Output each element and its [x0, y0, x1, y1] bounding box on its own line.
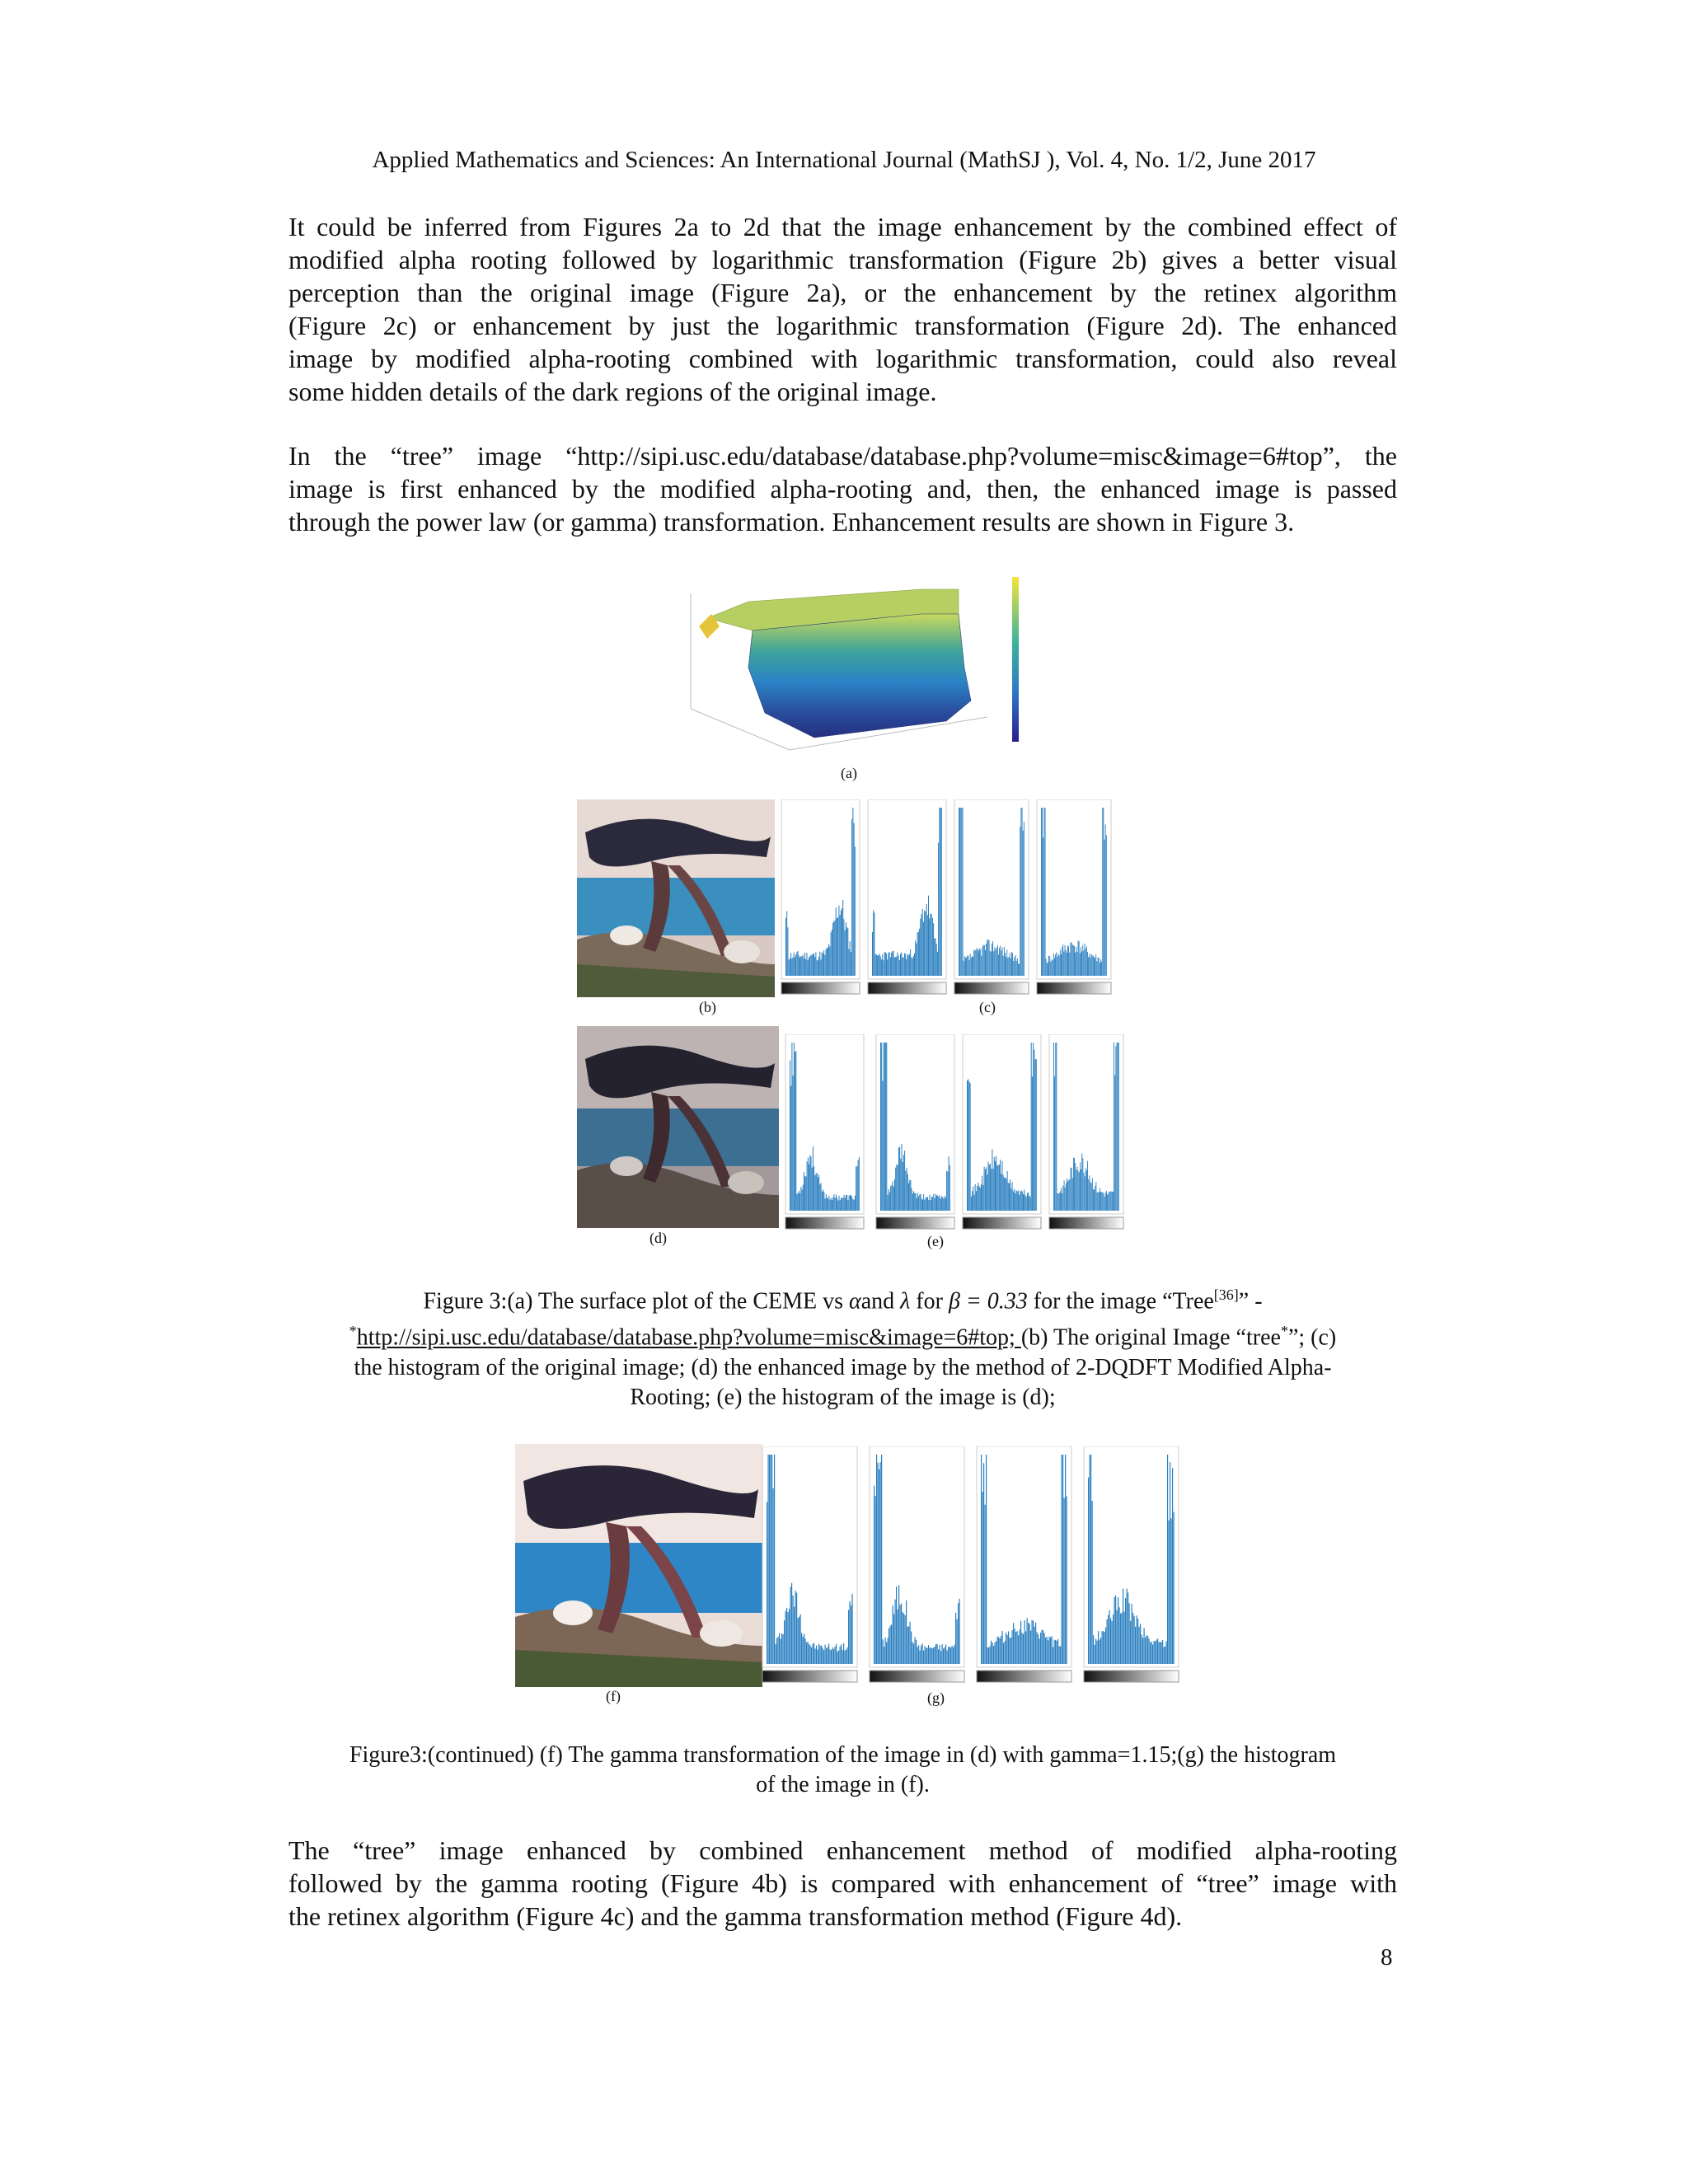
- tree-photo-icon: [577, 799, 775, 997]
- grayscale-bar: [1084, 1671, 1179, 1682]
- histogram-panel: [954, 799, 1029, 994]
- grayscale-bar: [785, 1217, 864, 1229]
- text-line: the retinex algorithm (Figure 4c) and the gamma transformation method (Figure 4d).: [288, 1901, 1183, 1931]
- caption-line: Figure3:(continued) (f) The gamma transformation of the image in (d) with gamma=1.15;(g) the histogram: [349, 1742, 1337, 1768]
- surface-wall: [748, 614, 971, 738]
- caption-text: Figure 3:(a) The surface plot of the CEME vs: [423, 1288, 850, 1315]
- surface-plot-figure: [674, 569, 1037, 766]
- subfigure-label-a: (a): [841, 765, 857, 781]
- histogram-panel: [963, 1034, 1041, 1229]
- caption-text: ” -: [1238, 1288, 1263, 1315]
- histogram-panel: [785, 1034, 864, 1229]
- paragraph-1: [288, 210, 1397, 408]
- sipi-link[interactable]: http://sipi.usc.edu/database/database.php?volume=misc&image=6#top;: [356, 1324, 1021, 1351]
- grayscale-bar: [954, 982, 1029, 994]
- caption-line: [288, 1280, 1397, 1316]
- journal-header: Applied Mathematics and Sciences: An International Journal (MathSJ ), Vol. 4, No. 1/2, June 2017: [372, 147, 1316, 173]
- text-line: image by modified alpha-rooting combined with logarithmic transformation, could also reveal: [288, 344, 1397, 373]
- caption-line: [288, 1316, 1397, 1352]
- grayscale-bar: [1037, 982, 1111, 994]
- caption-text: and: [860, 1288, 901, 1315]
- text-line: perception than the original image (Figure 2a), or the enhancement by the retinex algorithm: [288, 278, 1397, 307]
- histogram-panel: [876, 1034, 954, 1229]
- caption-line: Rooting; (e) the histogram of the image is (d);: [630, 1384, 1056, 1410]
- histogram-row-c: [777, 799, 1115, 997]
- caption-text: for the image “Tree: [1027, 1288, 1214, 1315]
- caption-text: ”; (c): [1287, 1324, 1337, 1351]
- text-line: through the power law (or gamma) transformation. Enhancement results are shown in Figure 3.: [288, 507, 1295, 537]
- caption-line: of the image in (f).: [756, 1772, 930, 1797]
- histogram-row-e: [781, 1034, 1128, 1232]
- caption-text: for: [910, 1288, 949, 1315]
- text-line: In the “tree” image “http://sipi.usc.edu/database/database.php?volume=misc&image=6#top”, the: [288, 441, 1397, 471]
- lambda-symbol: λ: [900, 1288, 911, 1315]
- alpha-symbol: α: [849, 1288, 861, 1315]
- text-line: It could be inferred from Figures 2a to 2d that the image enhancement by the combined effect of: [288, 212, 1397, 241]
- beta-equation: β = 0.33: [948, 1288, 1028, 1315]
- grayscale-bar: [977, 1671, 1071, 1682]
- subfigure-label-c: (c): [979, 999, 996, 1015]
- histogram-panel: [762, 1446, 857, 1682]
- subfigure-label-f: (f): [606, 1688, 621, 1704]
- grayscale-bar: [781, 982, 860, 994]
- histogram-panel: [781, 799, 860, 994]
- histogram-panel: [870, 1446, 964, 1682]
- text-line: The “tree” image enhanced by combined enhancement method of modified alpha-rooting: [288, 1835, 1397, 1865]
- enhanced-tree-photo: [577, 1026, 779, 1228]
- paragraph-3: [288, 1834, 1397, 1933]
- footnote-star: *: [1280, 1323, 1288, 1340]
- grayscale-bar: [870, 1671, 964, 1682]
- text-line: modified alpha rooting followed by logarithmic transformation (Figure 2b) gives a better visual: [288, 245, 1397, 274]
- subfigure-label-e: (e): [927, 1233, 944, 1249]
- histogram-row-g: [758, 1446, 1183, 1685]
- grayscale-bar: [876, 1217, 954, 1229]
- subfigure-label-b: (b): [699, 999, 716, 1015]
- histogram-panel: [1037, 799, 1111, 994]
- colorbar: [1012, 577, 1019, 742]
- page-number: 8: [1381, 1944, 1393, 1971]
- grayscale-bar: [963, 1217, 1041, 1229]
- paragraph-2: [288, 439, 1397, 538]
- text-line: (Figure 2c) or enhancement by just the logarithmic transformation (Figure 2d). The enhanced: [288, 311, 1397, 340]
- caption-line: the histogram of the original image; (d) the enhanced image by the method of 2-DQDFT Modified Alpha-: [354, 1354, 1332, 1380]
- caption-text: (b) The original Image “tree: [1020, 1324, 1281, 1351]
- subfigure-label-g: (g): [927, 1690, 945, 1706]
- histogram-panel: [1084, 1446, 1179, 1682]
- histogram-panel: [1049, 1034, 1123, 1229]
- text-line: some hidden details of the dark regions of the original image.: [288, 377, 937, 406]
- figure-3-caption: [288, 1280, 1397, 1413]
- figure-3-continued-caption: [288, 1741, 1397, 1800]
- text-line: image is first enhanced by the modified alpha-rooting and, then, the enhanced image is passed: [288, 474, 1397, 504]
- histogram-panel: [977, 1446, 1071, 1682]
- gamma-tree-photo: [515, 1444, 762, 1687]
- footnote-star: *: [349, 1323, 357, 1340]
- grayscale-bar: [868, 982, 946, 994]
- histogram-panel: [868, 799, 946, 994]
- grayscale-bar: [1049, 1217, 1123, 1229]
- subfigure-label-d: (d): [649, 1230, 667, 1246]
- grayscale-bar: [762, 1671, 857, 1682]
- text-line: followed by the gamma rooting (Figure 4b) is compared with enhancement of “tree” image with: [288, 1868, 1397, 1898]
- reference-superscript: [36]: [1213, 1286, 1239, 1303]
